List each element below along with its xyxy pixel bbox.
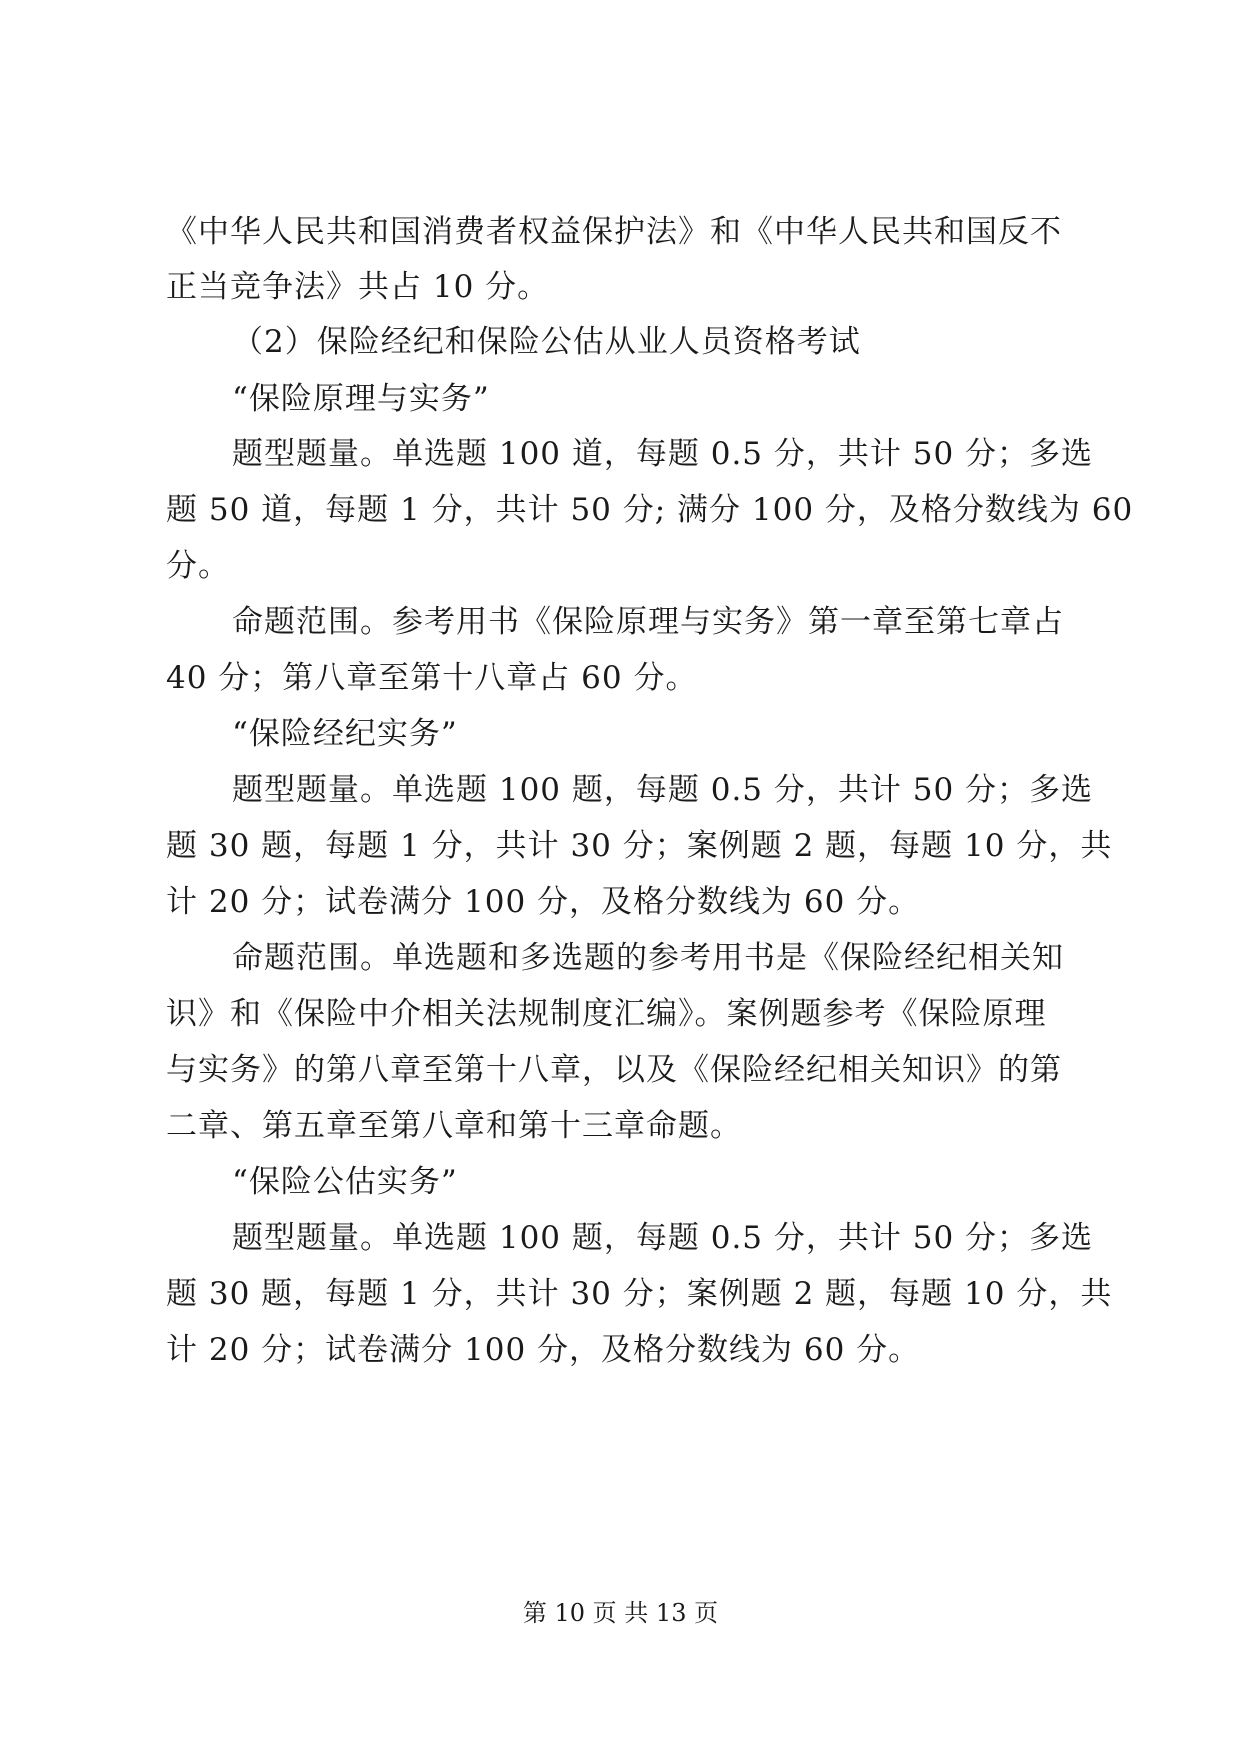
- text-line: 题 50 道，每题 1 分，共计 50 分; 满分 100 分，及格分数线为 60: [166, 492, 1134, 528]
- text-line: 题型题量。单选题 100 道，每题 0.5 分，共计 50 分；多选: [232, 436, 1094, 472]
- text-line: 命题范围。单选题和多选题的参考用书是《保险经纪相关知: [232, 940, 1064, 976]
- text-line: 命题范围。参考用书《保险原理与实务》第一章至第七章占: [232, 604, 1064, 640]
- text-line: 分。: [166, 548, 230, 584]
- subsection-title: “保险公估实务”: [232, 1164, 458, 1200]
- subsection-title: “保险经纪实务”: [232, 716, 458, 752]
- text-line: 题型题量。单选题 100 题，每题 0.5 分，共计 50 分；多选: [232, 772, 1094, 808]
- text-line: 计 20 分；试卷满分 100 分，及格分数线为 60 分。: [166, 1332, 921, 1368]
- text-line: 题 30 题，每题 1 分，共计 30 分；案例题 2 题，每题 10 分，共: [166, 828, 1113, 864]
- text-line: 题 30 题，每题 1 分，共计 30 分；案例题 2 题，每题 10 分，共: [166, 1276, 1113, 1312]
- subsection-title: “保险原理与实务”: [232, 381, 490, 417]
- section-heading: （2）保险经纪和保险公估从业人员资格考试: [232, 324, 861, 360]
- page-number-footer: 第 10 页 共 13 页: [522, 1599, 719, 1627]
- text-line: 识》和《保险中介相关法规制度汇编》。案例题参考《保险原理: [166, 996, 1047, 1032]
- text-line: 题型题量。单选题 100 题，每题 0.5 分，共计 50 分；多选: [232, 1220, 1094, 1256]
- text-line: 正当竞争法》共占 10 分。: [166, 269, 550, 305]
- text-line: 与实务》的第八章至第十八章，以及《保险经纪相关知识》的第: [166, 1052, 1062, 1088]
- text-line: 计 20 分；试卷满分 100 分，及格分数线为 60 分。: [166, 884, 921, 920]
- text-line: 40 分；第八章至第十八章占 60 分。: [166, 660, 698, 696]
- text-line: 《中华人民共和国消费者权益保护法》和《中华人民共和国反不: [166, 214, 1062, 250]
- text-line: 二章、第五章至第八章和第十三章命题。: [166, 1108, 742, 1144]
